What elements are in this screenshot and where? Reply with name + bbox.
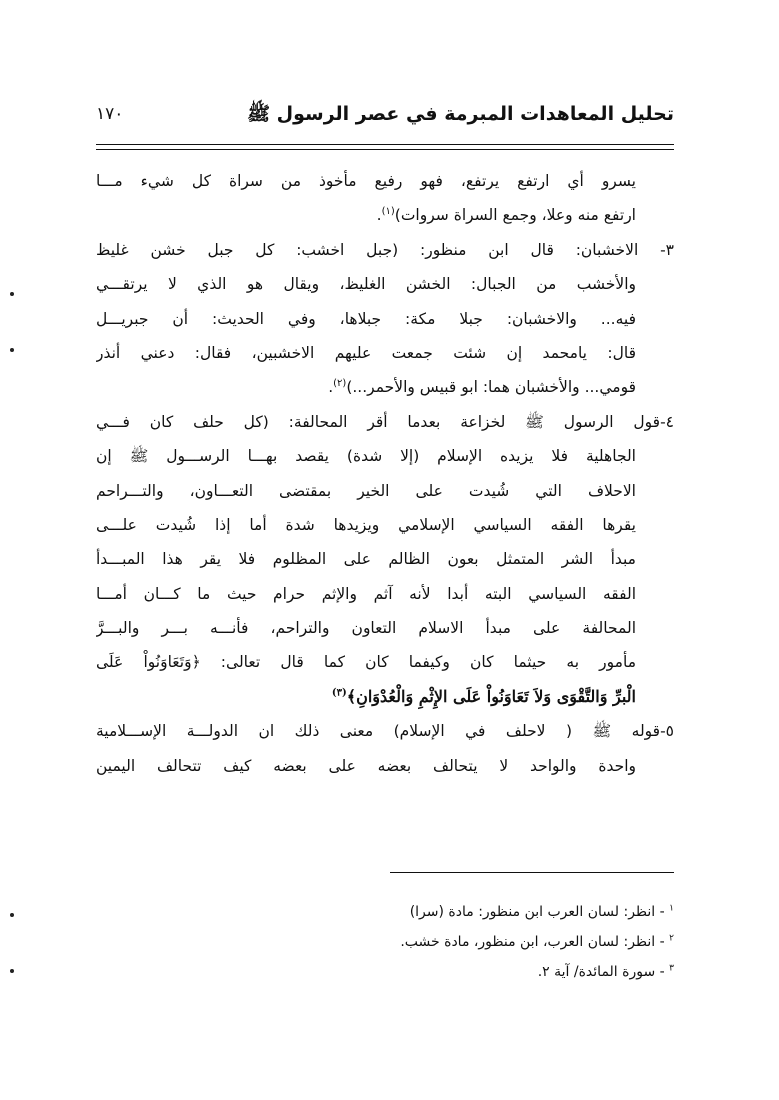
text-line: يسرو أي ارتفع يرتفع، فهو رفيع مأخوذ من سراة كل شيء مـــا <box>96 172 636 190</box>
page-number: ١٧٠ <box>96 104 124 124</box>
footnote: $^٢$ - انظر: لسان العرب، ابن منظور، مادة خشب. <box>400 933 674 950</box>
text-line: الاحلاف التي شُيدت على الخير بمقتضى التعـــاون، والتـــراحم <box>96 481 636 500</box>
footnote: $^٣$ - سورة المائدة/ آية ٢. <box>537 963 674 980</box>
footnote-ref: (١) <box>381 206 395 218</box>
text-line: واحدة والواحد لا يتحالف بعضه على بعضه كيف تتحالف اليمين <box>96 756 636 775</box>
quran-verse-line: الْبرِّ وَالتَّقْوَى وَلاَ تَعَاوَنُواْ عَلَى الإِثْمِ وَالْعُدْوَانِ﴾$^{(٣)}$ <box>331 686 636 706</box>
text-line: الفقه السياسي البته أبدا لأنه آثم والإثم حرام حيث ما كـــان أمـــا <box>96 584 636 603</box>
scan-speck <box>10 348 14 352</box>
header-rule-top <box>96 144 674 145</box>
footnote-ref: (٢) <box>333 378 347 390</box>
text-line: مأمور به حيثما كان وكيفما كان كما قال تعالى: ﴿وَتَعَاوَنُواْ عَلَى <box>96 653 636 672</box>
header-rule-bottom <box>96 149 674 150</box>
text-line: يقرها الفقه السياسي الإسلامي ويزيدها شدة أما إذا شُيدت علـــى <box>96 515 636 534</box>
text-line: المحالفة على مبدأ الاسلام التعاون والتراحم، فأنـــه بـــر والبـــرَّ <box>96 619 636 638</box>
footnote: $^١$ - انظر: لسان العرب ابن منظور: مادة (سرا) <box>409 903 674 920</box>
text-line: ٤-قول الرسول ﷺ لخزاعة بعدما أقر المحالفة: (كل حلف كان فـــي <box>96 412 674 431</box>
scan-speck <box>10 913 14 917</box>
header-title: تحليل المعاهدات المبرمة في عصر الرسول ﷺ <box>247 103 674 125</box>
text-line: قال: يامحمد إن شئت جمعت عليهم الاخشبين، فقال: دعني أنذر <box>96 343 636 362</box>
text-line: والأخشب من الجبال: الخشن الغليظ، ويقال هو الذي لا يرتقـــي <box>96 275 636 294</box>
main-text <box>96 164 674 783</box>
text-line: الجاهلية فلا يزيده الإسلام (إلا شدة) يقصد بهـــا الرســـول ﷺ إن <box>96 447 636 466</box>
text-line: ارتفع منه وعلا، وجمع السراة سروات)$^{(١)}$. <box>376 206 636 225</box>
footnotes <box>300 897 674 987</box>
text-line: ٥-قوله ﷺ ( لاحلف في الإسلام) معنى ذلك ان الدولـــة الإســـلامية <box>96 722 674 741</box>
scan-speck <box>10 969 14 973</box>
text-line: ٣- الاخشبان: قال ابن منظور: (جبل اخشب: كل جبل خشن غليظ <box>96 240 674 259</box>
footnote-ref: (٣) <box>331 687 347 699</box>
text-line: قومي... والأخشبان هما: ابو قبيس والأحمر...)$^{(٢)}$. <box>328 378 636 397</box>
text-line: فيه... والاخشبان: جبلا مكة: جبلاها، وفي الحديث: أن جبريـــل <box>96 309 636 328</box>
scan-speck <box>10 292 14 296</box>
text-line: مبدأ الشر المتمثل بعون الظالم على المظلوم فلا يقر هذا المبـــدأ <box>96 550 636 569</box>
running-header <box>96 100 674 140</box>
footnote-separator <box>390 872 674 873</box>
